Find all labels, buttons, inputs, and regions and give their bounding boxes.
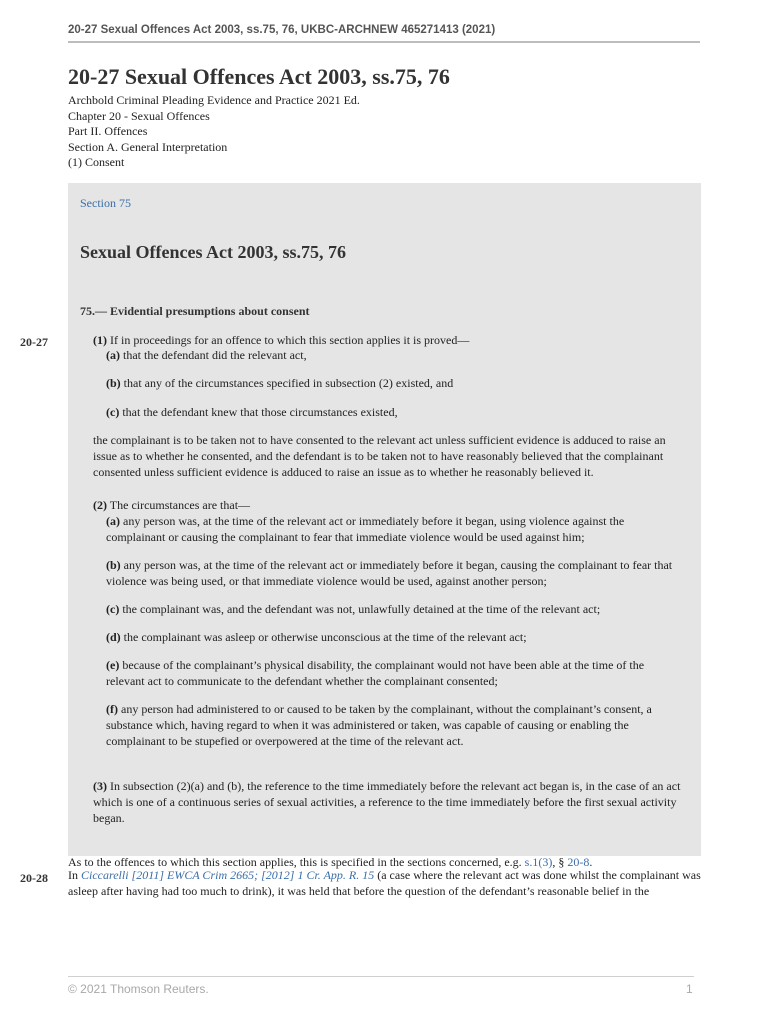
- section-75-link[interactable]: Section 75: [80, 196, 131, 210]
- act-title: Sexual Offences Act 2003, ss.75, 76: [80, 242, 346, 262]
- clause-label: (a): [106, 514, 120, 528]
- chapter-line: Chapter 20 - Sexual Offences: [68, 108, 210, 123]
- clause-text: any person had administered to or caused to be taken by the complainant, without the complainant’s consent, a substance which, having regard to when it was administered or taken, was capable of causing or enabling the complainant to be stupefied or overpowered at the time of the relevant act.: [106, 702, 652, 748]
- clause-text: that the defendant did the relevant act,: [120, 348, 307, 362]
- note-text: , §: [552, 855, 568, 869]
- clause-text: any person was, at the time of the relevant act or immediately before it began, causing the complainant to fear that violence was being used, or that immediate violence would be used, against another person;: [106, 558, 673, 588]
- part-line: Part II. Offences: [68, 124, 148, 139]
- clause-label: (b): [106, 558, 121, 572]
- running-header: 20-27 Sexual Offences Act 2003, ss.75, 76, UKBC-ARCHNEW 465271413 (2021): [68, 24, 700, 43]
- subsection-2: [93, 497, 250, 513]
- subsection-label: (1): [93, 333, 107, 347]
- clause-label: (d): [106, 630, 121, 644]
- subsection-3: [93, 778, 683, 826]
- footer-copyright: © 2021 Thomson Reuters.: [68, 982, 209, 996]
- case-citation: Ciccarelli [2011] EWCA Crim 2665; [2012] 1 Cr. App. R. 15: [81, 868, 375, 882]
- margin-number: 20-28: [20, 871, 48, 885]
- clause-label: (b): [106, 376, 121, 390]
- clause-2e: [106, 657, 676, 689]
- clause-label: (f): [106, 702, 118, 716]
- clause-label: (c): [106, 602, 120, 616]
- subsection-text: In subsection (2)(a) and (b), the reference to the time immediately before the relevant act began is, in the case of an act which is one of a continuous series of sexual activities, a reference to the time immediately before the first sexual activity began.: [93, 779, 681, 825]
- clause-2a: [106, 513, 676, 545]
- subsection-line: (1) Consent: [68, 155, 125, 170]
- clause-text: that any of the circumstances specified in subsection (2) existed, and: [120, 376, 454, 390]
- ciccarelli-paragraph: [68, 867, 704, 899]
- paragraph-text: In: [68, 868, 81, 882]
- clause-text: the complainant was asleep or otherwise unconscious at the time of the relevant act;: [120, 630, 527, 644]
- clause-1c: [106, 404, 676, 420]
- clause-label: (c): [106, 405, 120, 419]
- clause-2b: [106, 557, 676, 589]
- note-text: .: [589, 855, 593, 869]
- paragraph-text: (a case where the relevant act was done whilst the complainant was asleep after having had too much to drink), it was held that before the question of the defendant’s reasonable belief in the: [68, 868, 701, 898]
- section-line: Section A. General Interpretation: [68, 139, 228, 154]
- footer-divider: [68, 976, 694, 977]
- subsection-1: [93, 332, 469, 348]
- clause-1b: [106, 375, 676, 391]
- page-title: 20-27 Sexual Offences Act 2003, ss.75, 76: [68, 64, 450, 89]
- margin-number: 20-27: [20, 335, 48, 349]
- clause-text: because of the complainant’s physical disability, the complainant would not have been able at the time of the relevant act to communicate to the defendant whether the complainant consented;: [106, 658, 645, 688]
- clause-label: (e): [106, 658, 120, 672]
- note-text: As to the offences to which this section applies, this is specified in the sections concerned, e.g.: [68, 855, 525, 869]
- page-number: 1: [686, 982, 693, 996]
- section-heading: 75.— Evidential presumptions about consent: [80, 304, 310, 318]
- subsection-text: If in proceedings for an offence to which this section applies it is proved—: [107, 333, 470, 347]
- subsection-text: The circumstances are that—: [107, 498, 251, 512]
- document-metadata: [68, 93, 360, 171]
- subsection-1-conclusion: the complainant is to be taken not to have consented to the relevant act unless sufficient evidence is adduced to raise an issue as to whether he consented, and the defendant is to be taken not to have reasonably believed that the complainant consented unless sufficient evidence is adduced to raise an issue as to whether he reasonably believed it.: [93, 433, 666, 479]
- clause-label: (a): [106, 348, 120, 362]
- clause-2f: [106, 701, 676, 749]
- para-20-8-link[interactable]: 20-8: [567, 855, 590, 869]
- publication-line: Archbold Criminal Pleading Evidence and Practice 2021 Ed.: [68, 93, 360, 107]
- clause-text: any person was, at the time of the relevant act or immediately before it began, using violence against the complainant or causing the complainant to fear that immediate violence would be used against him;: [106, 514, 625, 544]
- s1-3-link[interactable]: s.1(3): [524, 855, 553, 869]
- clause-2d: [106, 629, 676, 645]
- clause-text: the complainant was, and the defendant was not, unlawfully detained at the time of the relevant act;: [119, 602, 601, 616]
- subsection-label: (2): [93, 498, 107, 512]
- clause-2c: [106, 601, 676, 617]
- clause-1a: [106, 347, 676, 363]
- clause-text: that the defendant knew that those circumstances existed,: [119, 405, 398, 419]
- ciccarelli-case-link[interactable]: [81, 868, 374, 882]
- subsection-label: (3): [93, 779, 107, 793]
